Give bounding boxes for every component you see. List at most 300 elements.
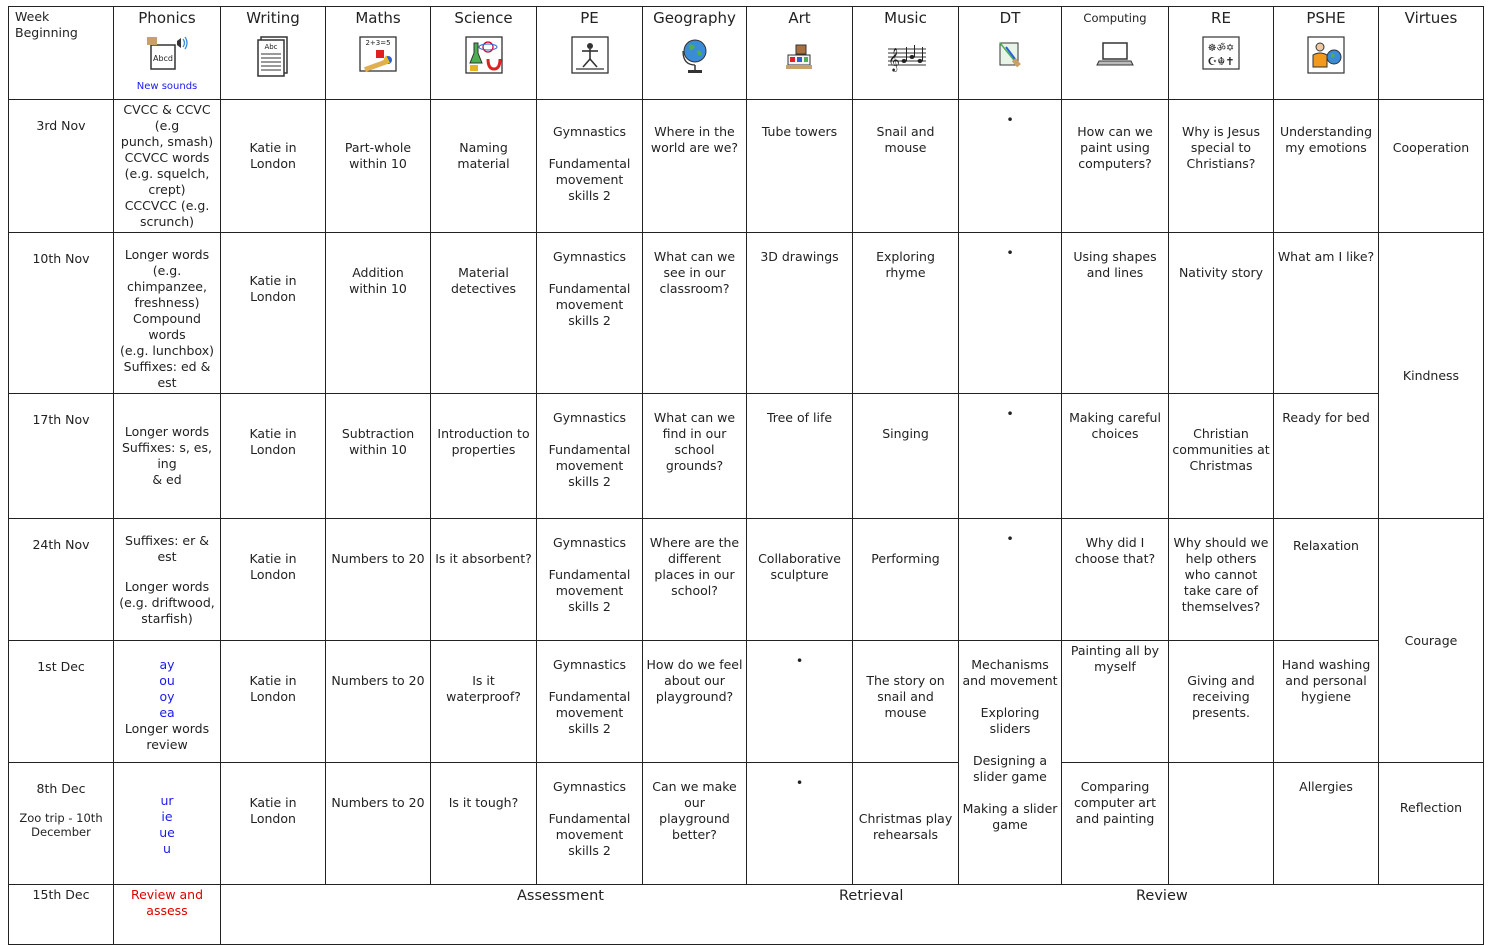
pe-line: Fundamental <box>548 442 631 457</box>
writing-line: Katie in <box>249 426 297 441</box>
pe-line: Gymnastics <box>552 779 627 794</box>
pe-line: skills 2 <box>568 313 611 328</box>
assessment-strip <box>221 885 1484 945</box>
pe-line: skills 2 <box>568 721 611 736</box>
dt-line: Designing a <box>972 753 1048 768</box>
re-line: Why should we <box>1173 535 1269 550</box>
re-cell <box>1169 641 1274 763</box>
svg-text:☸ॐ✡: ☸ॐ✡ <box>1207 43 1235 54</box>
phonics-cell <box>114 394 221 519</box>
pe-line: Fundamental <box>548 281 631 296</box>
week-note-line: Zoo trip - 10th <box>19 811 103 825</box>
re-line: Nativity story <box>1178 265 1264 280</box>
geography-line: grounds? <box>665 458 724 473</box>
phonics-line: Suffixes: s, es, ing <box>122 440 212 471</box>
maths-cell <box>326 763 431 885</box>
re-line: communities at <box>1172 442 1270 457</box>
writing-label: Writing <box>246 9 300 27</box>
science-line: waterproof? <box>446 689 521 704</box>
maths-cell <box>326 233 431 394</box>
maths-label: Maths <box>355 9 401 27</box>
bullet-icon: • <box>1006 112 1014 127</box>
music-header <box>853 7 959 100</box>
svg-text:☪☬✝: ☪☬✝ <box>1207 55 1235 68</box>
pe-line: movement <box>555 827 624 842</box>
computing-cell <box>1062 100 1169 233</box>
writing-line: Katie in <box>249 673 297 688</box>
bullet-icon: • <box>1006 245 1014 260</box>
maths-cell <box>326 641 431 763</box>
week-cell <box>9 519 114 641</box>
computing-line: Making careful <box>1069 410 1161 425</box>
phonics-cell <box>114 233 221 394</box>
re-line: receiving <box>1192 689 1250 704</box>
week-date: 3rd Nov <box>36 118 86 133</box>
pshe-cell <box>1274 100 1379 233</box>
week-row <box>9 641 1484 763</box>
week-row <box>9 100 1484 233</box>
re-cell <box>1169 100 1274 233</box>
curriculum-plan-table <box>8 6 1484 945</box>
pshe-line: my emotions <box>1285 140 1367 155</box>
writing-cell <box>221 394 326 519</box>
re-cell <box>1169 519 1274 641</box>
virtue-cell <box>1379 100 1484 233</box>
virtue-cell <box>1379 233 1484 519</box>
virtue-label: Courage <box>1404 632 1458 648</box>
bullet-icon: • <box>795 653 804 668</box>
pe-line: Fundamental <box>548 156 631 171</box>
maths-line: within 10 <box>349 442 407 457</box>
science-line: Naming <box>459 140 508 155</box>
week-cell <box>9 394 114 519</box>
maths-cell <box>326 519 431 641</box>
review-assess-line: Review and <box>130 887 204 902</box>
phonics-sound: oy <box>159 689 175 704</box>
music-line: snail and <box>877 689 934 704</box>
pe-label: PE <box>580 9 599 27</box>
bullet-icon: • <box>1006 531 1014 546</box>
writing-line: Katie in <box>249 273 297 288</box>
art-label: Art <box>788 9 811 27</box>
review-assess-line: assess <box>146 903 188 918</box>
dt-label: DT <box>999 9 1021 27</box>
pe-cell <box>537 100 643 233</box>
svg-text:Abcd: Abcd <box>152 54 174 63</box>
pe-line: skills 2 <box>568 188 611 203</box>
pshe-cell <box>1274 641 1379 763</box>
science-line: Is it absorbent? <box>435 551 532 566</box>
art-cell <box>747 519 853 641</box>
computing-line: and painting <box>1075 811 1155 826</box>
bullet-icon: • <box>1006 406 1014 421</box>
phonics-line: Longer words <box>124 579 210 594</box>
assessment-label: Assessment <box>517 888 604 904</box>
music-line: mouse <box>884 140 927 155</box>
dt-line: game <box>992 817 1028 832</box>
week-date: 8th Dec <box>36 781 86 796</box>
week-date: 1st Dec <box>37 659 85 674</box>
pshe-cell <box>1274 519 1379 641</box>
phonics-line: & ed <box>152 472 182 487</box>
week-note-line: December <box>31 825 91 839</box>
phonics-line: review <box>146 737 188 752</box>
week-row <box>9 233 1484 394</box>
pe-line: movement <box>555 458 624 473</box>
re-label: RE <box>1211 9 1231 27</box>
science-line: properties <box>451 442 516 457</box>
maths-line: within 10 <box>349 281 407 296</box>
re-cell <box>1169 233 1274 394</box>
computing-line: choices <box>1091 426 1139 441</box>
geography-label: Geography <box>653 9 736 27</box>
re-header <box>1169 7 1274 100</box>
computing-cell <box>1062 641 1169 763</box>
computing-line: myself <box>1094 659 1136 674</box>
geography-header <box>643 7 747 100</box>
writing-line: London <box>250 567 296 582</box>
computing-header <box>1062 7 1169 100</box>
art-line: Collaborative <box>758 551 841 566</box>
phonics-line: Longer words <box>124 247 210 262</box>
computing-cell <box>1062 763 1169 885</box>
re-cell <box>1169 394 1274 519</box>
phonics-cell <box>114 519 221 641</box>
geography-cell <box>643 100 747 233</box>
computing-label: Computing <box>1083 11 1147 25</box>
pe-line: movement <box>555 705 624 720</box>
phonics-sound: ou <box>159 673 175 688</box>
phonics-label: Phonics <box>138 9 196 27</box>
geography-line: Can we make <box>652 779 737 794</box>
dt-line: slider game <box>973 769 1047 784</box>
science-line: Is it <box>472 673 495 688</box>
geography-line: about our <box>664 673 725 688</box>
pe-line: Gymnastics <box>552 535 627 550</box>
pshe-label: PSHE <box>1306 9 1346 27</box>
art-header <box>747 7 853 100</box>
phonics-sound: u <box>163 841 171 856</box>
computing-line: Using shapes <box>1073 249 1157 264</box>
geography-line: playground? <box>655 689 734 704</box>
computing-line: Painting all by <box>1070 643 1160 658</box>
phonics-line: (e.g. driftwood, <box>119 595 215 610</box>
week-row <box>9 394 1484 519</box>
gymnast-icon <box>568 33 612 77</box>
phonics-line: CCCVCC (e.g. <box>124 198 210 213</box>
art-line: Tube towers <box>761 124 838 139</box>
science-line: Introduction to <box>437 426 530 441</box>
virtue-cell <box>1379 519 1484 763</box>
writing-line: London <box>250 811 296 826</box>
music-cell <box>853 763 959 885</box>
dt-cell <box>959 100 1062 233</box>
geography-line: places in our <box>654 567 735 582</box>
week-cell <box>9 100 114 233</box>
art-cell <box>747 394 853 519</box>
phonics-line: CVCC & CCVC (e.g <box>123 102 211 133</box>
pe-line: skills 2 <box>568 474 611 489</box>
science-label: Science <box>454 9 513 27</box>
music-line: rehearsals <box>872 827 939 842</box>
week-beginning-header <box>9 7 114 100</box>
pe-line: skills 2 <box>568 843 611 858</box>
religious-symbols-icon <box>1199 33 1243 77</box>
science-line: Material <box>458 265 509 280</box>
re-line: Giving and <box>1187 673 1255 688</box>
re-line: who cannot <box>1184 567 1258 582</box>
music-line: Exploring <box>876 249 935 264</box>
virtues-label: Virtues <box>1404 9 1458 27</box>
maths-cell <box>326 100 431 233</box>
science-cell <box>431 763 537 885</box>
computing-line: How can we <box>1077 124 1153 139</box>
art-cell <box>747 233 853 394</box>
svg-text:𝄞: 𝄞 <box>887 47 900 71</box>
pshe-line: What am I like? <box>1277 249 1375 264</box>
dt-line: Mechanisms <box>971 657 1049 672</box>
phonics-cell <box>114 763 221 885</box>
geography-line: What can we <box>653 249 736 264</box>
pe-line: movement <box>555 297 624 312</box>
maths-line: Subtraction <box>341 426 415 441</box>
science-lab-icon <box>462 33 506 77</box>
re-line: Christians? <box>1186 156 1256 171</box>
week-date: 15th Dec <box>32 887 90 902</box>
pe-line: movement <box>555 172 624 187</box>
computing-line: computer art <box>1074 795 1156 810</box>
week-date: 17th Nov <box>32 412 90 427</box>
review-label: Review <box>1136 888 1188 904</box>
geography-cell <box>643 641 747 763</box>
music-label: Music <box>884 9 927 27</box>
re-line: take care of <box>1183 583 1259 598</box>
writing-cell <box>221 233 326 394</box>
design-tools-icon <box>988 33 1032 77</box>
geography-cell <box>643 233 747 394</box>
science-cell <box>431 641 537 763</box>
virtue-label: Kindness <box>1402 367 1460 383</box>
retrieval-label: Retrieval <box>839 888 904 904</box>
dt-cell <box>959 233 1062 394</box>
week-cell <box>9 641 114 763</box>
computing-line: Comparing <box>1080 779 1150 794</box>
phonics-sound: ie <box>161 809 173 824</box>
re-line: Why is Jesus <box>1182 124 1260 139</box>
writing-line: Katie in <box>249 140 297 155</box>
geography-line: find in our <box>662 426 727 441</box>
music-cell <box>853 641 959 763</box>
art-line: Tree of life <box>766 410 833 425</box>
virtue-label: Cooperation <box>1392 140 1470 155</box>
dt-line: and movement <box>962 673 1058 688</box>
music-cell <box>853 519 959 641</box>
phonics-cell <box>114 885 221 945</box>
week-note <box>12 811 110 839</box>
dt-line: sliders <box>989 721 1031 736</box>
re-line: Christmas <box>1189 458 1253 473</box>
maths-line: Numbers to 20 <box>331 673 425 688</box>
maths-header <box>326 7 431 100</box>
geography-cell <box>643 394 747 519</box>
writing-line: Katie in <box>249 551 297 566</box>
pe-line: Gymnastics <box>552 124 627 139</box>
music-cell <box>853 394 959 519</box>
week-row <box>9 763 1484 885</box>
phonics-line: Compound words <box>133 311 201 342</box>
science-cell <box>431 519 537 641</box>
pe-line: Gymnastics <box>552 410 627 425</box>
computing-line: computers? <box>1078 156 1152 171</box>
geography-line: better? <box>672 827 717 842</box>
virtue-cell <box>1379 763 1484 885</box>
pe-line: movement <box>555 583 624 598</box>
art-cell <box>747 763 853 885</box>
week-cell <box>9 233 114 394</box>
writing-cell <box>221 100 326 233</box>
maths-line: Numbers to 20 <box>331 551 425 566</box>
week-cell <box>9 763 114 885</box>
header-row <box>9 7 1484 100</box>
phonics-sound: ur <box>160 793 174 808</box>
phonics-line: (e.g. lunchbox) <box>119 343 214 358</box>
computing-cell <box>1062 519 1169 641</box>
music-cell <box>853 233 959 394</box>
re-line: Christian <box>1193 426 1249 441</box>
pshe-line: Ready for bed <box>1282 410 1370 425</box>
week-row <box>9 519 1484 641</box>
phonics-line: freshness) <box>134 295 200 310</box>
pe-cell <box>537 394 643 519</box>
geography-cell <box>643 519 747 641</box>
computing-line: and lines <box>1086 265 1144 280</box>
pshe-line: Allergies <box>1299 779 1353 794</box>
writing-line: London <box>250 156 296 171</box>
science-cell <box>431 100 537 233</box>
sum-shapes-icon <box>356 33 400 77</box>
pe-line: Fundamental <box>548 811 631 826</box>
geography-line: playground <box>659 811 730 826</box>
phonics-line: Longer words <box>124 721 210 736</box>
writing-cell <box>221 519 326 641</box>
music-cell <box>853 100 959 233</box>
maths-line: Addition <box>352 265 404 280</box>
phonics-line: starfish) <box>141 611 193 626</box>
pshe-cell <box>1274 233 1379 394</box>
geography-line: different <box>667 551 722 566</box>
writing-line: London <box>250 289 296 304</box>
science-cell <box>431 394 537 519</box>
pe-cell <box>537 641 643 763</box>
week-cell <box>9 885 114 945</box>
geography-line: see in our <box>663 265 726 280</box>
pe-line: Fundamental <box>548 567 631 582</box>
computing-cell <box>1062 233 1169 394</box>
pe-cell <box>537 519 643 641</box>
pshe-cell <box>1274 763 1379 885</box>
dt-line: Exploring <box>980 705 1040 720</box>
re-line: themselves? <box>1181 599 1261 614</box>
computing-line: choose that? <box>1074 551 1156 566</box>
globe-icon <box>673 33 717 77</box>
phonics-header <box>114 7 221 100</box>
phonics-line: crept) <box>148 182 186 197</box>
maths-line: Numbers to 20 <box>331 795 425 810</box>
pshe-line: Hand washing <box>1281 657 1371 672</box>
bullet-icon: • <box>795 775 804 790</box>
pshe-line: Understanding <box>1279 124 1373 139</box>
music-line: The story on <box>866 673 945 688</box>
geography-line: school? <box>671 583 718 598</box>
dt-merged-cell <box>959 641 1062 885</box>
pshe-header <box>1274 7 1379 100</box>
geography-line: What can we <box>653 410 736 425</box>
science-line: Is it tough? <box>448 795 519 810</box>
phonics-line: Suffixes: er & est <box>125 533 209 564</box>
written-page-icon <box>251 33 295 77</box>
phonics-cell <box>114 100 221 233</box>
geography-line: our <box>684 795 705 810</box>
computing-cell <box>1062 394 1169 519</box>
writing-line: London <box>250 689 296 704</box>
science-line: detectives <box>450 281 517 296</box>
writing-header <box>221 7 326 100</box>
geography-line: classroom? <box>659 281 730 296</box>
abcd-speaker-icon <box>145 33 189 77</box>
pe-line: Fundamental <box>548 689 631 704</box>
art-supplies-icon <box>778 33 822 77</box>
science-cell <box>431 233 537 394</box>
science-header <box>431 7 537 100</box>
writing-line: Katie in <box>249 795 297 810</box>
phonics-line: (e.g. squelch, <box>124 166 210 181</box>
maths-cell <box>326 394 431 519</box>
art-line: sculpture <box>770 567 829 582</box>
art-cell <box>747 100 853 233</box>
dt-cell <box>959 519 1062 641</box>
pshe-line: hygiene <box>1300 689 1352 704</box>
re-line: help others <box>1185 551 1257 566</box>
geography-line: How do we feel <box>646 657 743 672</box>
re-cell <box>1169 763 1274 885</box>
pe-cell <box>537 233 643 394</box>
phonics-line: punch, smash) <box>120 134 214 149</box>
person-globe-icon <box>1304 33 1348 77</box>
dt-line: Making a slider <box>962 801 1058 816</box>
laptop-icon <box>1093 33 1137 77</box>
virtues-header <box>1379 7 1484 100</box>
pe-cell <box>537 763 643 885</box>
pe-line: skills 2 <box>568 599 611 614</box>
writing-line: London <box>250 442 296 457</box>
pe-line: Gymnastics <box>552 249 627 264</box>
music-line: Performing <box>871 551 940 566</box>
week-date: 24th Nov <box>32 537 90 552</box>
music-line: Christmas play <box>858 811 953 826</box>
final-week-row <box>9 885 1484 945</box>
dt-header <box>959 7 1062 100</box>
pshe-line: and personal <box>1285 673 1367 688</box>
pshe-line: Relaxation <box>1293 538 1359 553</box>
science-line: material <box>457 156 510 171</box>
phonics-line: (e.g. chimpanzee, <box>127 263 207 294</box>
week-date: 10th Nov <box>32 251 90 266</box>
virtue-label: Reflection <box>1399 800 1463 815</box>
phonics-line: Longer words <box>124 424 210 439</box>
geography-cell <box>643 763 747 885</box>
art-cell <box>747 641 853 763</box>
phonics-cell <box>114 641 221 763</box>
